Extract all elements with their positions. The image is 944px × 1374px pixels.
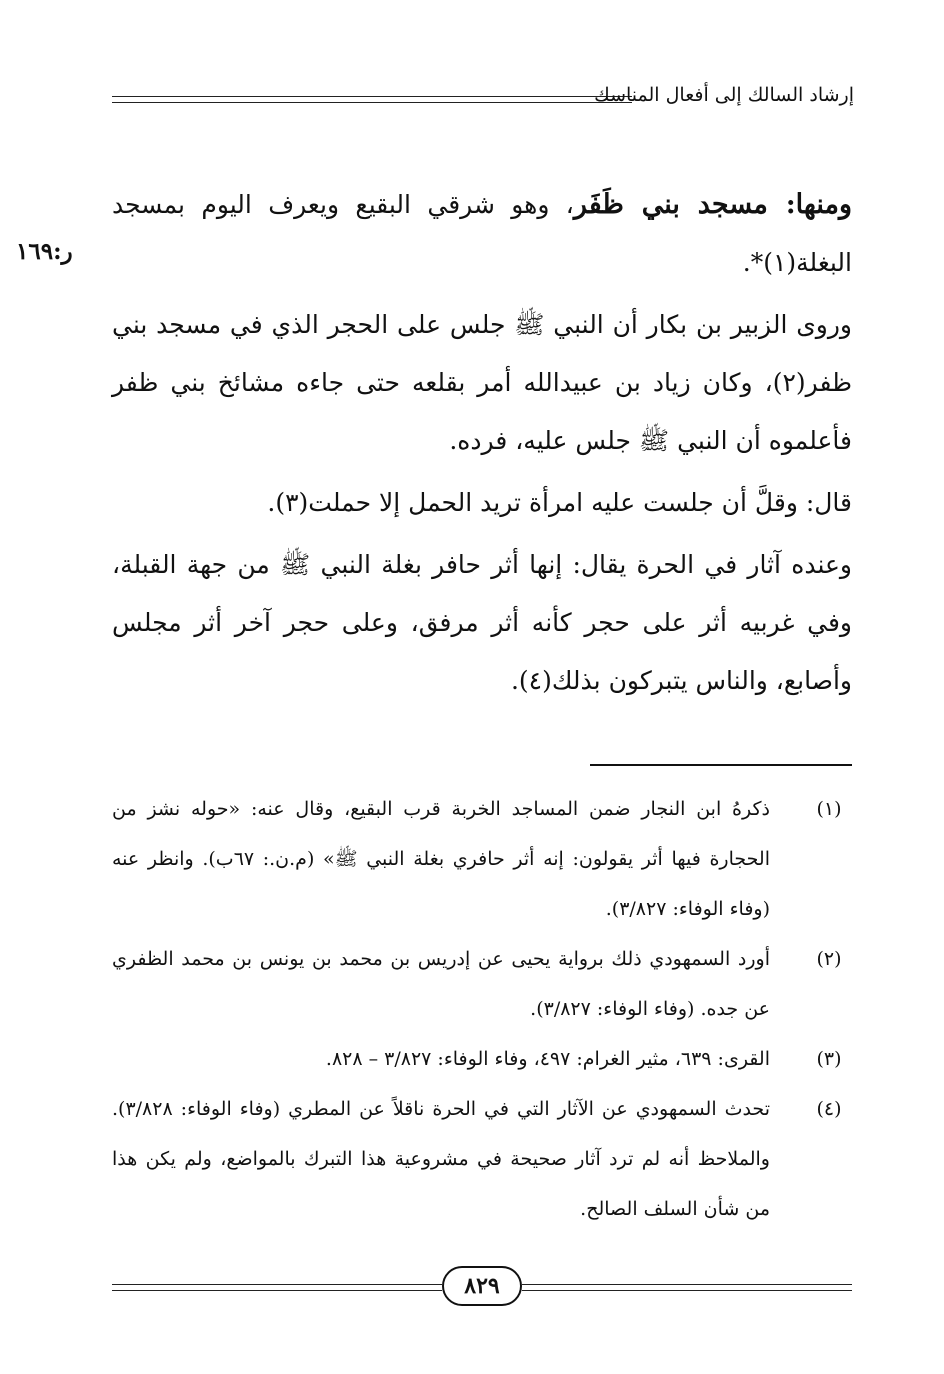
footer-rule: [112, 1284, 442, 1285]
footnote-number: (٤): [816, 1098, 842, 1120]
footnote-text: القرى: ٦٣٩، مثير الغرام: ٤٩٧، وفاء الوفاء: ٣/٨٢٧ – ٨٢٨.: [325, 1048, 770, 1070]
running-header: [112, 84, 854, 124]
footer-rule: [522, 1284, 852, 1285]
section-heading: ومنها: مسجد بني ظَفَر: [573, 189, 852, 220]
footnote-number: (٣): [816, 1048, 842, 1070]
footnote: [112, 1034, 852, 1084]
footnote-text: أورد السمهودي ذلك برواية يحيى عن إدريس بن محمد بن يونس بن محمد الظفري عن جده. (وفاء الوفاء: ٣/٨٢٧).: [112, 948, 770, 1020]
footer-rule: [112, 1290, 442, 1291]
header-rule: [112, 102, 632, 103]
footnote-number: (٢): [816, 948, 842, 970]
paragraph: وروى الزبير بن بكار أن النبي ﷺ جلس على الحجر الذي في مسجد بني ظفر(٢)، وكان زياد بن عبيدالله أمر بقلعه حتى جاءه مشائخ بني ظفر فأعلموه أن النبي ﷺ جلس عليه، فرده.: [112, 310, 852, 455]
margin-reference: ر:١٦٩: [16, 238, 73, 265]
footnote: [112, 934, 852, 1034]
footnote-text: تحدث السمهودي عن الآثار التي في الحرة ناقلاً عن المطري (وفاء الوفاء: ٣/٨٢٨). والملاحظ أنه لم ترد آثار صحيحة في مشروعية هذا التبرك بالمواضع، ولم يكن هذا من شأن السلف الصالح.: [112, 1098, 770, 1220]
page-number: ٨٢٩: [442, 1266, 522, 1306]
paragraph: وعنده آثار في الحرة يقال: إنها أثر حافر بغلة النبي ﷺ من جهة القبلة، وفي غربيه أثر على حجر كأنه أثر مرفق، وعلى حجر آخر أثر مجلس وأصابع، والناس يتبركون بذلك(٤).: [112, 550, 852, 695]
footnote-separator: [590, 764, 852, 766]
footer-rule: [522, 1290, 852, 1291]
footnote: [112, 1084, 852, 1234]
paragraph: [112, 176, 852, 292]
footnote: [112, 784, 852, 934]
paragraph: قال: وقلَّ أن جلست عليه امرأة تريد الحمل إلا حملت(٣).: [267, 488, 852, 517]
footnote-number: (١): [816, 798, 842, 820]
page-footer: [112, 1264, 852, 1314]
book-title: إرشاد السالك إلى أفعال المناسك: [594, 84, 854, 106]
paragraph-text: ، وهو شرقي البقيع ويعرف اليوم بمسجد البغلة(١)*.: [112, 190, 852, 277]
footnote-text: ذكرهُ ابن النجار ضمن المساجد الخربة قرب البقيع، وقال عنه: «حوله نشز من الحجارة فيها أثر يقولون: إنه أثر حافري بغلة النبي ﷺ» (م.ن.: ٦٧ب). وانظر عنه (وفاء الوفاء: ٣/٨٢٧).: [112, 798, 770, 920]
header-rule: [112, 96, 632, 97]
